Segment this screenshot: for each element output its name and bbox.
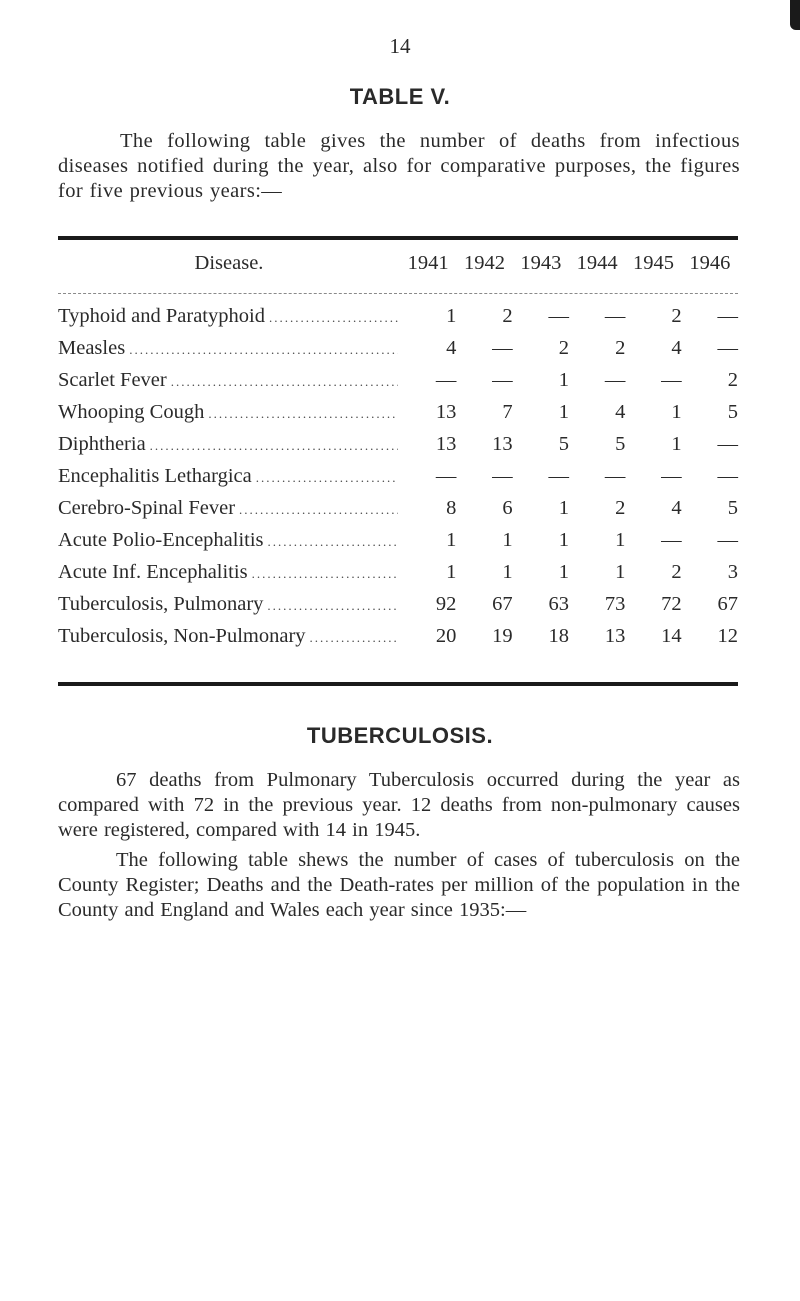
dot-leader [267,598,398,614]
dot-leader [252,566,398,582]
deaths-count-cell: 12 [717,624,738,647]
deaths-count-cell: — [717,336,738,359]
year-header: 1945 [632,251,674,274]
disease-name: Tuberculosis, Non-Pulmonary [58,624,306,647]
intro-paragraph: The following table gives the number of deaths from infectious diseases notified during the year, also for comparative purposes, the figures for five previous years:— [58,130,740,202]
disease-name-cell [58,588,400,620]
deaths-count-cell: 72 [661,592,682,615]
disease-name: Tuberculosis, Pulmonary [58,592,264,615]
deaths-count-cell: 5 [615,432,626,455]
deaths-count-cell: 2 [558,336,569,359]
deaths-count-cell: 73 [604,592,626,615]
disease-name: Scarlet Fever [58,368,167,391]
year-header: 1941 [407,251,449,274]
deaths-count-cell: 13 [435,432,457,455]
deaths-count-cell: 2 [727,368,738,391]
disease-name-cell [58,364,400,396]
deaths-count-cell: 1 [502,528,513,551]
year-header: 1942 [463,251,505,274]
deaths-count-cell: 63 [548,592,569,615]
deaths-count-cell: 1 [615,528,626,551]
disease-name-cell [58,396,400,428]
deaths-count-cell: — [661,368,682,391]
deaths-count-cell: 18 [548,624,569,647]
disease-name: Cerebro-Spinal Fever [58,496,236,519]
deaths-count-cell: 92 [435,592,457,615]
year-header: 1944 [576,251,618,274]
table-row [58,492,738,524]
year-header: 1943 [520,251,562,274]
deaths-count-cell: 4 [671,496,682,519]
disease-name-cell [58,556,400,588]
page-corner-mark [790,0,800,30]
table-row [58,556,738,588]
disease-name-cell [58,524,400,556]
deaths-count-cell: 4 [446,336,457,359]
page-number: 14 [389,34,411,58]
dot-leader [150,438,398,454]
deaths-count-cell: 2 [502,304,513,327]
deaths-count-cell: — [717,464,738,487]
deaths-count-cell: 1 [671,432,682,455]
table-bottom-rule [58,682,738,686]
tuberculosis-paragraph-1: 67 deaths from Pulmonary Tuberculosis occurred during the year as compared with 72 in the previous year. 12 deaths from non-pulmonary causes were registered, compared with 14 in 1945. [58,769,740,841]
disease-name-cell [58,460,400,492]
disease-name: Measles [58,336,126,359]
deaths-count-cell: — [548,464,569,487]
disease-name-cell [58,428,400,460]
deaths-count-cell: 7 [502,400,513,423]
deaths-count-cell: — [548,304,569,327]
disease-name: Whooping Cough [58,400,205,423]
dot-leader [239,502,398,518]
deaths-count-cell: — [492,368,513,391]
deaths-count-cell: 14 [661,624,682,647]
deaths-count-cell: 1 [446,304,457,327]
deaths-count-cell: — [604,304,626,327]
disease-name-cell [58,620,400,652]
deaths-count-cell: 4 [671,336,682,359]
deaths-count-cell: 6 [502,496,513,519]
deaths-count-cell: 4 [615,400,626,423]
table-header-row [58,246,738,280]
deaths-count-cell: 1 [558,400,569,423]
deaths-count-cell: 13 [604,624,626,647]
dot-leader [310,630,398,646]
deaths-count-cell: 8 [446,496,457,519]
table-row [58,364,738,396]
tuberculosis-paragraph-2: The following table shews the number of cases of tuberculosis on the County Register; Deaths and the Death-rates per million of the population in the County and England and Wales each year since 1935:— [58,849,740,921]
deaths-count-cell: 5 [727,400,738,423]
deaths-count-cell: — [492,336,513,359]
deaths-count-cell: 2 [671,304,682,327]
dot-leader [268,534,398,550]
deaths-count-cell: 1 [558,368,569,391]
deaths-count-cell: 1 [558,528,569,551]
table-row [58,460,738,492]
deaths-count-cell: — [435,368,457,391]
deaths-count-cell: — [661,528,682,551]
dot-leader [256,470,398,486]
year-header: 1946 [689,251,731,274]
deaths-count-cell: 2 [615,496,626,519]
deaths-count-cell: 1 [558,496,569,519]
table-row [58,396,738,428]
disease-name-cell [58,280,400,332]
disease-name: Acute Inf. Encephalitis [58,560,248,583]
deaths-count-cell: 20 [435,624,457,647]
table-top-rule [58,236,738,240]
deaths-count-cell: — [717,528,738,551]
disease-name: Encephalitis Lethargica [58,464,252,487]
table-row [58,428,738,460]
disease-column-header: Disease. [194,251,264,274]
infectious-deaths-table [58,246,738,652]
deaths-count-cell: 2 [615,336,626,359]
deaths-count-cell: — [492,464,513,487]
deaths-count-cell: 1 [615,560,626,583]
deaths-count-cell: 2 [671,560,682,583]
deaths-count-cell: 1 [446,528,457,551]
table-row [58,280,738,332]
deaths-count-cell: 13 [435,400,457,423]
deaths-count-cell: — [435,464,457,487]
deaths-count-cell: 5 [558,432,569,455]
disease-name-cell [58,492,400,524]
deaths-count-cell: — [604,464,626,487]
table-row [58,524,738,556]
table-row [58,588,738,620]
table-v-heading: TABLE V. [349,84,451,109]
disease-name: Typhoid and Paratyphoid [58,304,265,327]
deaths-count-cell: — [717,304,738,327]
deaths-count-cell: 1 [671,400,682,423]
deaths-count-cell: — [717,432,738,455]
disease-name: Diphtheria [58,432,146,455]
deaths-count-cell: 3 [727,560,738,583]
deaths-count-cell: 1 [502,560,513,583]
dot-leader [269,310,398,326]
deaths-count-cell: 19 [492,624,513,647]
deaths-count-cell: — [604,368,626,391]
dot-leader [171,374,398,390]
disease-name: Acute Polio-Encephalitis [58,528,264,551]
table-row [58,620,738,652]
deaths-count-cell: 67 [717,592,738,615]
deaths-count-cell: 67 [492,592,513,615]
deaths-count-cell: 5 [727,496,738,519]
disease-name-cell [58,332,400,364]
deaths-count-cell: 1 [446,560,457,583]
table-row [58,332,738,364]
deaths-count-cell: — [661,464,682,487]
dot-leader [208,406,398,422]
tuberculosis-heading: TUBERCULOSIS. [306,723,494,748]
dot-leader [129,342,398,358]
deaths-count-cell: 13 [492,432,513,455]
deaths-count-cell: 1 [558,560,569,583]
